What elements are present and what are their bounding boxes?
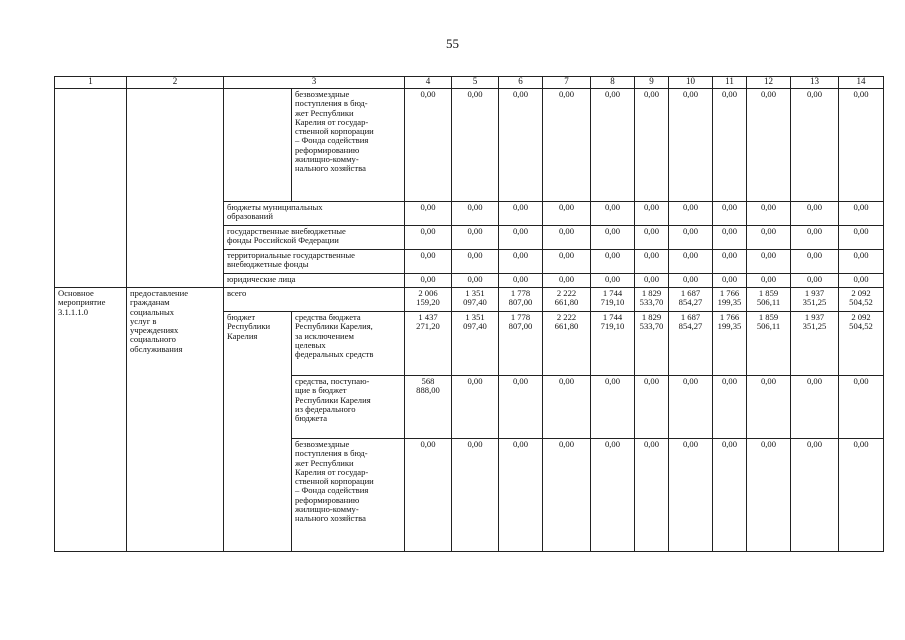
value-cell: 1 687 854,27 — [669, 288, 713, 312]
value-cell: 0,00 — [499, 274, 543, 288]
header-cell: 13 — [791, 77, 839, 89]
value-cell: 0,00 — [543, 439, 591, 552]
value-cell: 0,00 — [791, 250, 839, 274]
header-cell: 2 — [127, 77, 224, 89]
value-cell: 1 766 199,35 — [713, 312, 747, 376]
value-cell: 0,00 — [747, 439, 791, 552]
value-cell: 0,00 — [591, 89, 635, 202]
value-cell: 0,00 — [713, 274, 747, 288]
value-cell: 0,00 — [791, 274, 839, 288]
value-cell: 0,00 — [591, 226, 635, 250]
row-label: государственные внебюджетные фонды Российской Федерации — [224, 226, 405, 250]
row-label: безвозмездные поступления в бюд- жет Республики Карелия от государ- ственной корпорации – Фонда содействия реформированию жилищно-комму- нального хозяйства — [292, 89, 405, 202]
value-cell: 0,00 — [635, 202, 669, 226]
value-cell: 0,00 — [499, 202, 543, 226]
value-cell: 0,00 — [713, 226, 747, 250]
header-cell: 12 — [747, 77, 791, 89]
value-cell: 0,00 — [499, 89, 543, 202]
value-cell: 1 351 097,40 — [452, 288, 499, 312]
value-cell: 0,00 — [839, 376, 884, 439]
value-cell: 1 778 807,00 — [499, 312, 543, 376]
header-cell: 7 — [543, 77, 591, 89]
value-cell: 2 092 504,52 — [839, 288, 884, 312]
header-cell: 9 — [635, 77, 669, 89]
value-cell: 568 888,00 — [405, 376, 452, 439]
header-cell: 14 — [839, 77, 884, 89]
header-cell: 8 — [591, 77, 635, 89]
value-cell: 1 829 533,70 — [635, 288, 669, 312]
row-label: средства бюджета Республики Карелия, за исключением целевых федеральных средств — [292, 312, 405, 376]
value-cell: 2 222 661,80 — [543, 288, 591, 312]
value-cell: 2 092 504,52 — [839, 312, 884, 376]
value-cell: 0,00 — [543, 250, 591, 274]
value-cell: 0,00 — [405, 226, 452, 250]
value-cell: 0,00 — [713, 202, 747, 226]
value-cell: 0,00 — [747, 89, 791, 202]
value-cell: 0,00 — [405, 439, 452, 552]
cell-blank — [127, 89, 224, 288]
value-cell: 0,00 — [839, 439, 884, 552]
value-cell: 0,00 — [635, 89, 669, 202]
value-cell: 0,00 — [791, 202, 839, 226]
value-cell: 0,00 — [591, 274, 635, 288]
value-cell: 0,00 — [791, 226, 839, 250]
value-cell: 0,00 — [452, 89, 499, 202]
value-cell: 0,00 — [452, 250, 499, 274]
value-cell: 0,00 — [499, 250, 543, 274]
budget-table — [54, 76, 884, 552]
value-cell: 0,00 — [499, 226, 543, 250]
value-cell: 0,00 — [839, 274, 884, 288]
value-cell: 0,00 — [635, 226, 669, 250]
value-cell: 0,00 — [791, 439, 839, 552]
value-cell: 0,00 — [669, 274, 713, 288]
value-cell: 0,00 — [747, 202, 791, 226]
value-cell: 0,00 — [635, 439, 669, 552]
value-cell: 0,00 — [669, 202, 713, 226]
row-label: безвозмездные поступления в бюд- жет Республики Карелия от государ- ственной корпорации – Фонда содействия реформированию жилищно-комму- нального хозяйства — [292, 439, 405, 552]
value-cell: 0,00 — [791, 376, 839, 439]
row-label: территориальные государственные внебюджетные фонды — [224, 250, 405, 274]
header-cell: 1 — [55, 77, 127, 89]
value-cell: 0,00 — [405, 274, 452, 288]
header-cell: 11 — [713, 77, 747, 89]
header-cell: 4 — [405, 77, 452, 89]
value-cell: 0,00 — [452, 274, 499, 288]
value-cell: 0,00 — [499, 376, 543, 439]
value-cell: 0,00 — [405, 202, 452, 226]
value-cell: 0,00 — [713, 89, 747, 202]
value-cell: 0,00 — [452, 376, 499, 439]
measure-name: предоставление гражданам социальных услуг в учреждениях социального обслуживания — [127, 288, 224, 552]
value-cell: 0,00 — [543, 202, 591, 226]
page-number: 55 — [446, 36, 459, 51]
value-cell: 2 222 661,80 — [543, 312, 591, 376]
value-cell: 0,00 — [669, 250, 713, 274]
value-cell: 0,00 — [669, 89, 713, 202]
value-cell: 0,00 — [452, 202, 499, 226]
value-cell: 1 937 351,25 — [791, 288, 839, 312]
value-cell: 1 351 097,40 — [452, 312, 499, 376]
value-cell: 0,00 — [543, 89, 591, 202]
value-cell: 0,00 — [405, 250, 452, 274]
value-cell: 1 766 199,35 — [713, 288, 747, 312]
value-cell: 0,00 — [669, 439, 713, 552]
measure-code: Основное мероприятие 3.1.1.1.0 — [55, 288, 127, 552]
cell-blank — [224, 89, 292, 202]
value-cell: 0,00 — [713, 250, 747, 274]
budget-group-label: бюджет Республики Карелия — [224, 312, 292, 552]
value-cell: 0,00 — [543, 376, 591, 439]
value-cell: 0,00 — [543, 226, 591, 250]
value-cell: 1 744 719,10 — [591, 312, 635, 376]
value-cell: 2 006 159,20 — [405, 288, 452, 312]
value-cell: 0,00 — [591, 439, 635, 552]
header-cell: 3 — [224, 77, 405, 89]
value-cell: 0,00 — [839, 250, 884, 274]
row-label: бюджеты муниципальных образований — [224, 202, 405, 226]
value-cell: 1 437 271,20 — [405, 312, 452, 376]
value-cell: 0,00 — [591, 202, 635, 226]
value-cell: 0,00 — [452, 439, 499, 552]
value-cell: 0,00 — [839, 202, 884, 226]
header-cell: 10 — [669, 77, 713, 89]
value-cell: 1 687 854,27 — [669, 312, 713, 376]
value-cell: 0,00 — [669, 376, 713, 439]
value-cell: 1 778 807,00 — [499, 288, 543, 312]
value-cell: 1 744 719,10 — [591, 288, 635, 312]
table-header-row — [55, 77, 884, 89]
value-cell: 0,00 — [669, 226, 713, 250]
value-cell: 0,00 — [635, 250, 669, 274]
header-cell: 6 — [499, 77, 543, 89]
value-cell: 0,00 — [839, 226, 884, 250]
value-cell: 0,00 — [747, 250, 791, 274]
row-label: всего — [224, 288, 405, 312]
header-cell: 5 — [452, 77, 499, 89]
value-cell: 0,00 — [452, 226, 499, 250]
value-cell: 1 859 506,11 — [747, 312, 791, 376]
value-cell: 1 829 533,70 — [635, 312, 669, 376]
value-cell: 0,00 — [713, 376, 747, 439]
value-cell: 0,00 — [839, 89, 884, 202]
value-cell: 1 859 506,11 — [747, 288, 791, 312]
value-cell: 0,00 — [713, 439, 747, 552]
row-label: юридические лица — [224, 274, 405, 288]
row-label: средства, поступаю- щие в бюджет Республики Карелия из федерального бюджета — [292, 376, 405, 439]
table-row — [55, 288, 884, 312]
value-cell: 0,00 — [591, 250, 635, 274]
value-cell: 0,00 — [747, 226, 791, 250]
value-cell: 0,00 — [499, 439, 543, 552]
value-cell: 0,00 — [635, 376, 669, 439]
value-cell: 0,00 — [591, 376, 635, 439]
value-cell: 0,00 — [747, 376, 791, 439]
value-cell: 0,00 — [405, 89, 452, 202]
value-cell: 0,00 — [635, 274, 669, 288]
table-row — [55, 89, 884, 202]
value-cell: 0,00 — [543, 274, 591, 288]
cell-blank — [55, 89, 127, 288]
value-cell: 1 937 351,25 — [791, 312, 839, 376]
value-cell: 0,00 — [747, 274, 791, 288]
value-cell: 0,00 — [791, 89, 839, 202]
